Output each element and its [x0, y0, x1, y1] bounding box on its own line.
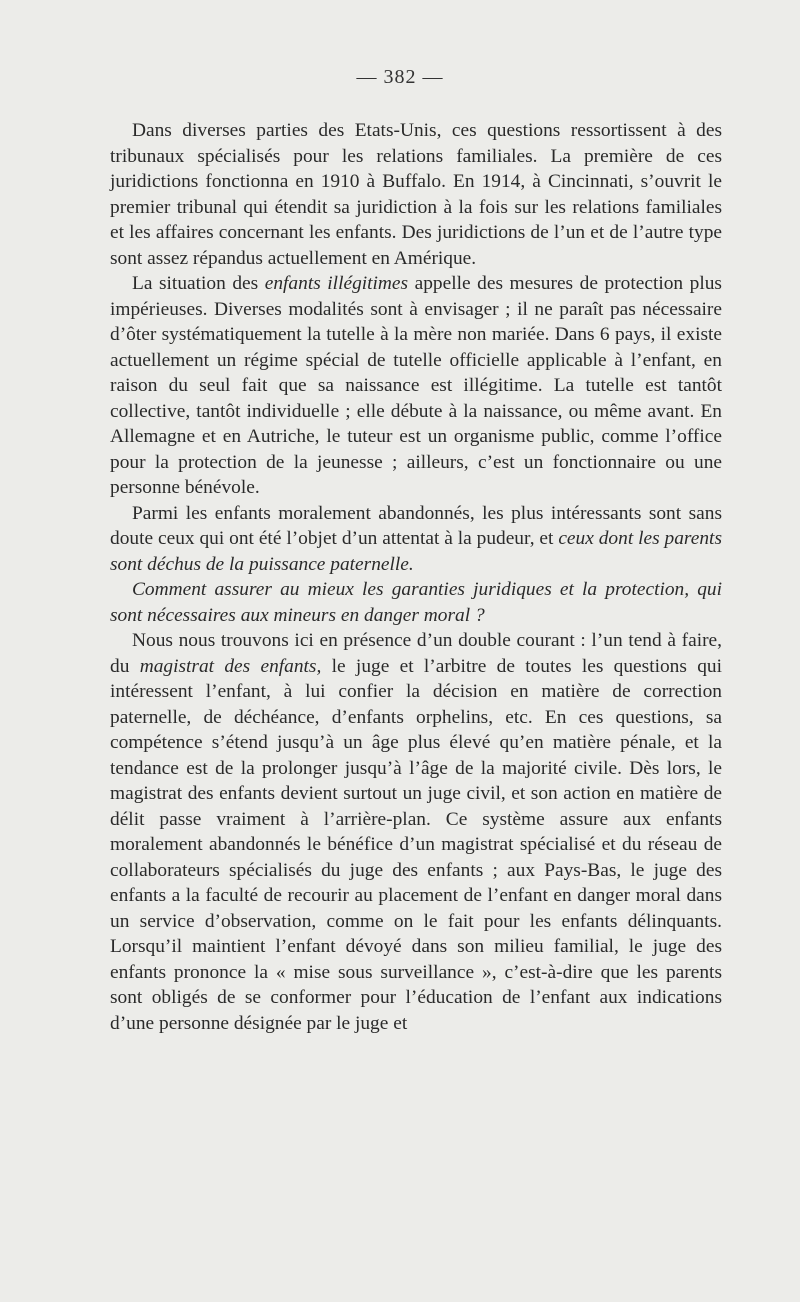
text-segment: Parmi les enfants moralement abandonnés, les plus intéressants sont sans doute ceux qui ont été l’objet d’un attentat à la pudeur, et [110, 502, 722, 549]
paragraph [110, 118, 722, 271]
italic-text-segment: ceux dont les parents sont déchus de la puissance paternelle. [110, 528, 722, 575]
italic-text-segment: magistrat des enfants, [139, 655, 322, 677]
paragraph [110, 271, 722, 501]
text-segment: appelle des mesures de protection plus impérieuses. Diverses modalités sont à envisager ; il ne paraît pas nécessaire d’ôter systématiquement la tutelle à la mère non mariée. Dans 6 pays, il existe actuellement un régime spécial de tutelle officielle applicable à l’enfant, en raison du seul fait que sa naissance est illégitime. La tutelle est tantôt collective, tantôt individuelle ; elle débute à la naissance, ou même avant. En Allemagne et en Autriche, le tuteur est un organisme public, comme l’office pour la protection de la jeunesse ; ailleurs, c’est un fonctionnaire ou une personne bénévole. [110, 273, 722, 498]
paragraph [110, 501, 722, 578]
text-segment: La situation des [132, 273, 265, 294]
paragraph [110, 628, 722, 1036]
page-number: — 382 — [356, 66, 444, 88]
paragraph [110, 577, 722, 628]
italic-text-segment: enfants illégitimes [264, 273, 409, 294]
text-segment: Dans diverses parties des Etats-Unis, ces questions ressortissent à des tribunaux spécialisés pour les relations familiales. La première de ces juridictions fonctionna en 1910 à Buffalo. En 1914, à Cincinnati, s’ouvrit le premier tribunal qui étendit sa juridiction à la fois sur les relations familiales et les affaires concernant les enfants. Des juridictions de l’un et de l’autre type sont assez répandus actuellement en Amérique. [110, 120, 722, 269]
body-text [110, 118, 722, 1036]
italic-text-segment: Comment assurer au mieux les garanties juridiques et la protection, qui sont nécessaires aux mineurs en danger moral ? [110, 579, 722, 626]
text-segment: Nous nous trouvons ici en présence d’un double courant : l’un tend à faire, du [110, 630, 722, 677]
text-segment: le juge et l’arbitre de toutes les questions qui intéressent l’enfant, à lui confier la décision en matière de correction paternelle, de déchéance, d’enfants orphelins, etc. En ces questions, sa compétence s’étend jusqu’à un âge plus élevé qu’en matière pénale, et la tendance est de la prolonger jusqu’à l’âge de la majorité civile. Dès lors, le magistrat des enfants devient surtout un juge civil, et son action en matière de délit passe vraiment à l’arrière-plan. Ce système assure aux enfants moralement abandonnés le bénéfice d’un magistrat spécialisé et du réseau de collaborateurs spécialisés du juge des enfants ; aux Pays-Bas, le juge des enfants a la faculté de recourir au placement de l’enfant en danger moral dans un service d’observation, comme on le fait pour les enfants délinquants. Lorsqu’il maintient l’enfant dévoyé dans son milieu familial, le juge des enfants prononce la « mise sous surveillance », c’est-à-dire que les parents sont obligés de se conformer pour l’éducation de l’enfant aux indications d’une personne désignée par le juge et [110, 655, 722, 1034]
